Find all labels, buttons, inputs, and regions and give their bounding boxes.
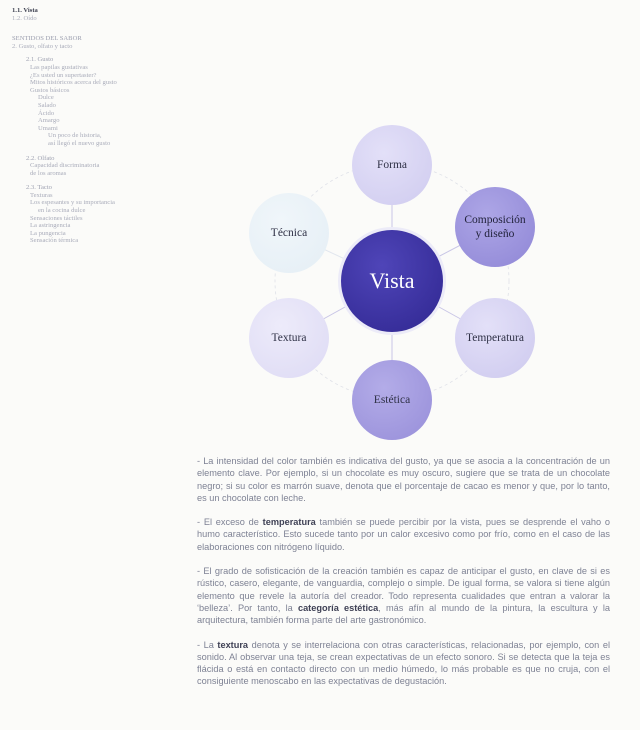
keyword-estetica: categoría estética xyxy=(297,602,379,613)
toc-gusto-heading[interactable]: 2.1. Gusto xyxy=(26,56,54,64)
node-temperatura: Temperatura xyxy=(455,298,535,378)
toc-item[interactable]: ¿Es usted un supertaster? xyxy=(30,71,97,79)
toc-item[interactable]: Mitos históricos acerca del gusto xyxy=(30,79,117,87)
toc-item[interactable]: La pungencia xyxy=(30,229,66,237)
toc-item[interactable]: así llegó el nuevo gusto xyxy=(48,139,111,147)
node-tecnica: Técnica xyxy=(249,193,329,273)
node-composicion-label: Composición y diseño xyxy=(464,214,526,240)
toc-current-item[interactable]: 1.1. Vista xyxy=(12,7,38,14)
toc-section-item[interactable]: 2. Gusto, olfato y tacto xyxy=(12,42,73,50)
paragraph-estetica: - El grado de sofisticación de la creación también es capaz de anticipar el gusto, en clave de si es rústico, casero, elegante, de vanguardia, complejo o simple. De igual forma, se valora si tiene algún elemento que revele la autoría del creador. Todo representa cualidades que entran a valorar la ‘belleza’. Por tanto, la categoría estética, más afín al mundo de la pintura, la escultura y la arquitectura, también forma parte del arte gastronómico. xyxy=(197,566,610,626)
toc-item[interactable]: Texturas xyxy=(30,191,53,199)
toc-olfato-heading[interactable]: 2.2. Olfato xyxy=(26,154,55,162)
toc-tacto-heading[interactable]: 2.3. Tacto xyxy=(26,184,52,192)
toc-item[interactable]: Amargo xyxy=(38,117,60,125)
toc-item[interactable]: Ácido xyxy=(38,109,55,117)
node-center-vista: Vista xyxy=(341,230,443,332)
toc-item[interactable]: Sensación térmica xyxy=(30,237,79,245)
toc-item[interactable]: Un poco de historia, xyxy=(48,132,102,140)
toc-section-title: SENTIDOS DEL SABOR xyxy=(12,35,82,43)
paragraph-temperatura: - El exceso de temperatura también se puede percibir por la vista, pues se desprende el vaho o humo característico. Esto sucede tanto por un calor excesivo como por frío, como en el caso de las elaboraciones con nitrógeno líquido. xyxy=(197,517,610,552)
node-composicion xyxy=(455,187,535,267)
toc-item[interactable]: Gustos básicos xyxy=(30,86,70,94)
node-forma: Forma xyxy=(352,125,432,205)
toc-item[interactable]: Umami xyxy=(38,124,58,132)
toc-item[interactable]: Salado xyxy=(38,101,56,109)
toc-item[interactable]: Las papilas gustativas xyxy=(30,63,88,71)
toc-item[interactable]: Sensaciones táctiles xyxy=(30,214,83,222)
paragraph-color: - La intensidad del color también es indicativa del gusto, ya que se asocia a la concentración de un elemento clave. Por ejemplo, si un chocolate es muy oscuro, sugiere que se trata de un chocolate negro; si su color es marrón suave, denota que el porcentaje de cacao es menor y que, por lo tanto, es un chocolate con leche. xyxy=(197,456,610,503)
keyword-temperatura: temperatura xyxy=(262,517,316,528)
toc-item[interactable]: Dulce xyxy=(38,94,54,102)
article-body xyxy=(197,455,610,700)
toc-item[interactable]: de los aromas xyxy=(30,169,67,177)
keyword-textura: textura xyxy=(217,639,249,650)
toc-item[interactable]: Capacidad discriminatoria xyxy=(30,162,100,170)
toc-item-oido[interactable]: 1.2. Oído xyxy=(12,14,37,22)
node-estetica: Estética xyxy=(352,360,432,440)
toc-item[interactable]: La astringencia xyxy=(30,222,71,230)
node-textura: Textura xyxy=(249,298,329,378)
paragraph-textura: - La textura denota y se interrelaciona con otras características, relacionadas, por ejemplo, con el sonido. Al observar una teja, se crean expectativas de un efecto sonoro. Si se detecta que la teja es flácida o está en contacto directo con un medio húmedo, lo más probable es que no cruja, con el consiguiente menoscabo en las expectativas de degustación. xyxy=(197,639,610,687)
toc-item[interactable]: Los espesantes y su importancia xyxy=(30,199,115,207)
toc-item[interactable]: en la cocina dulce xyxy=(38,207,86,215)
